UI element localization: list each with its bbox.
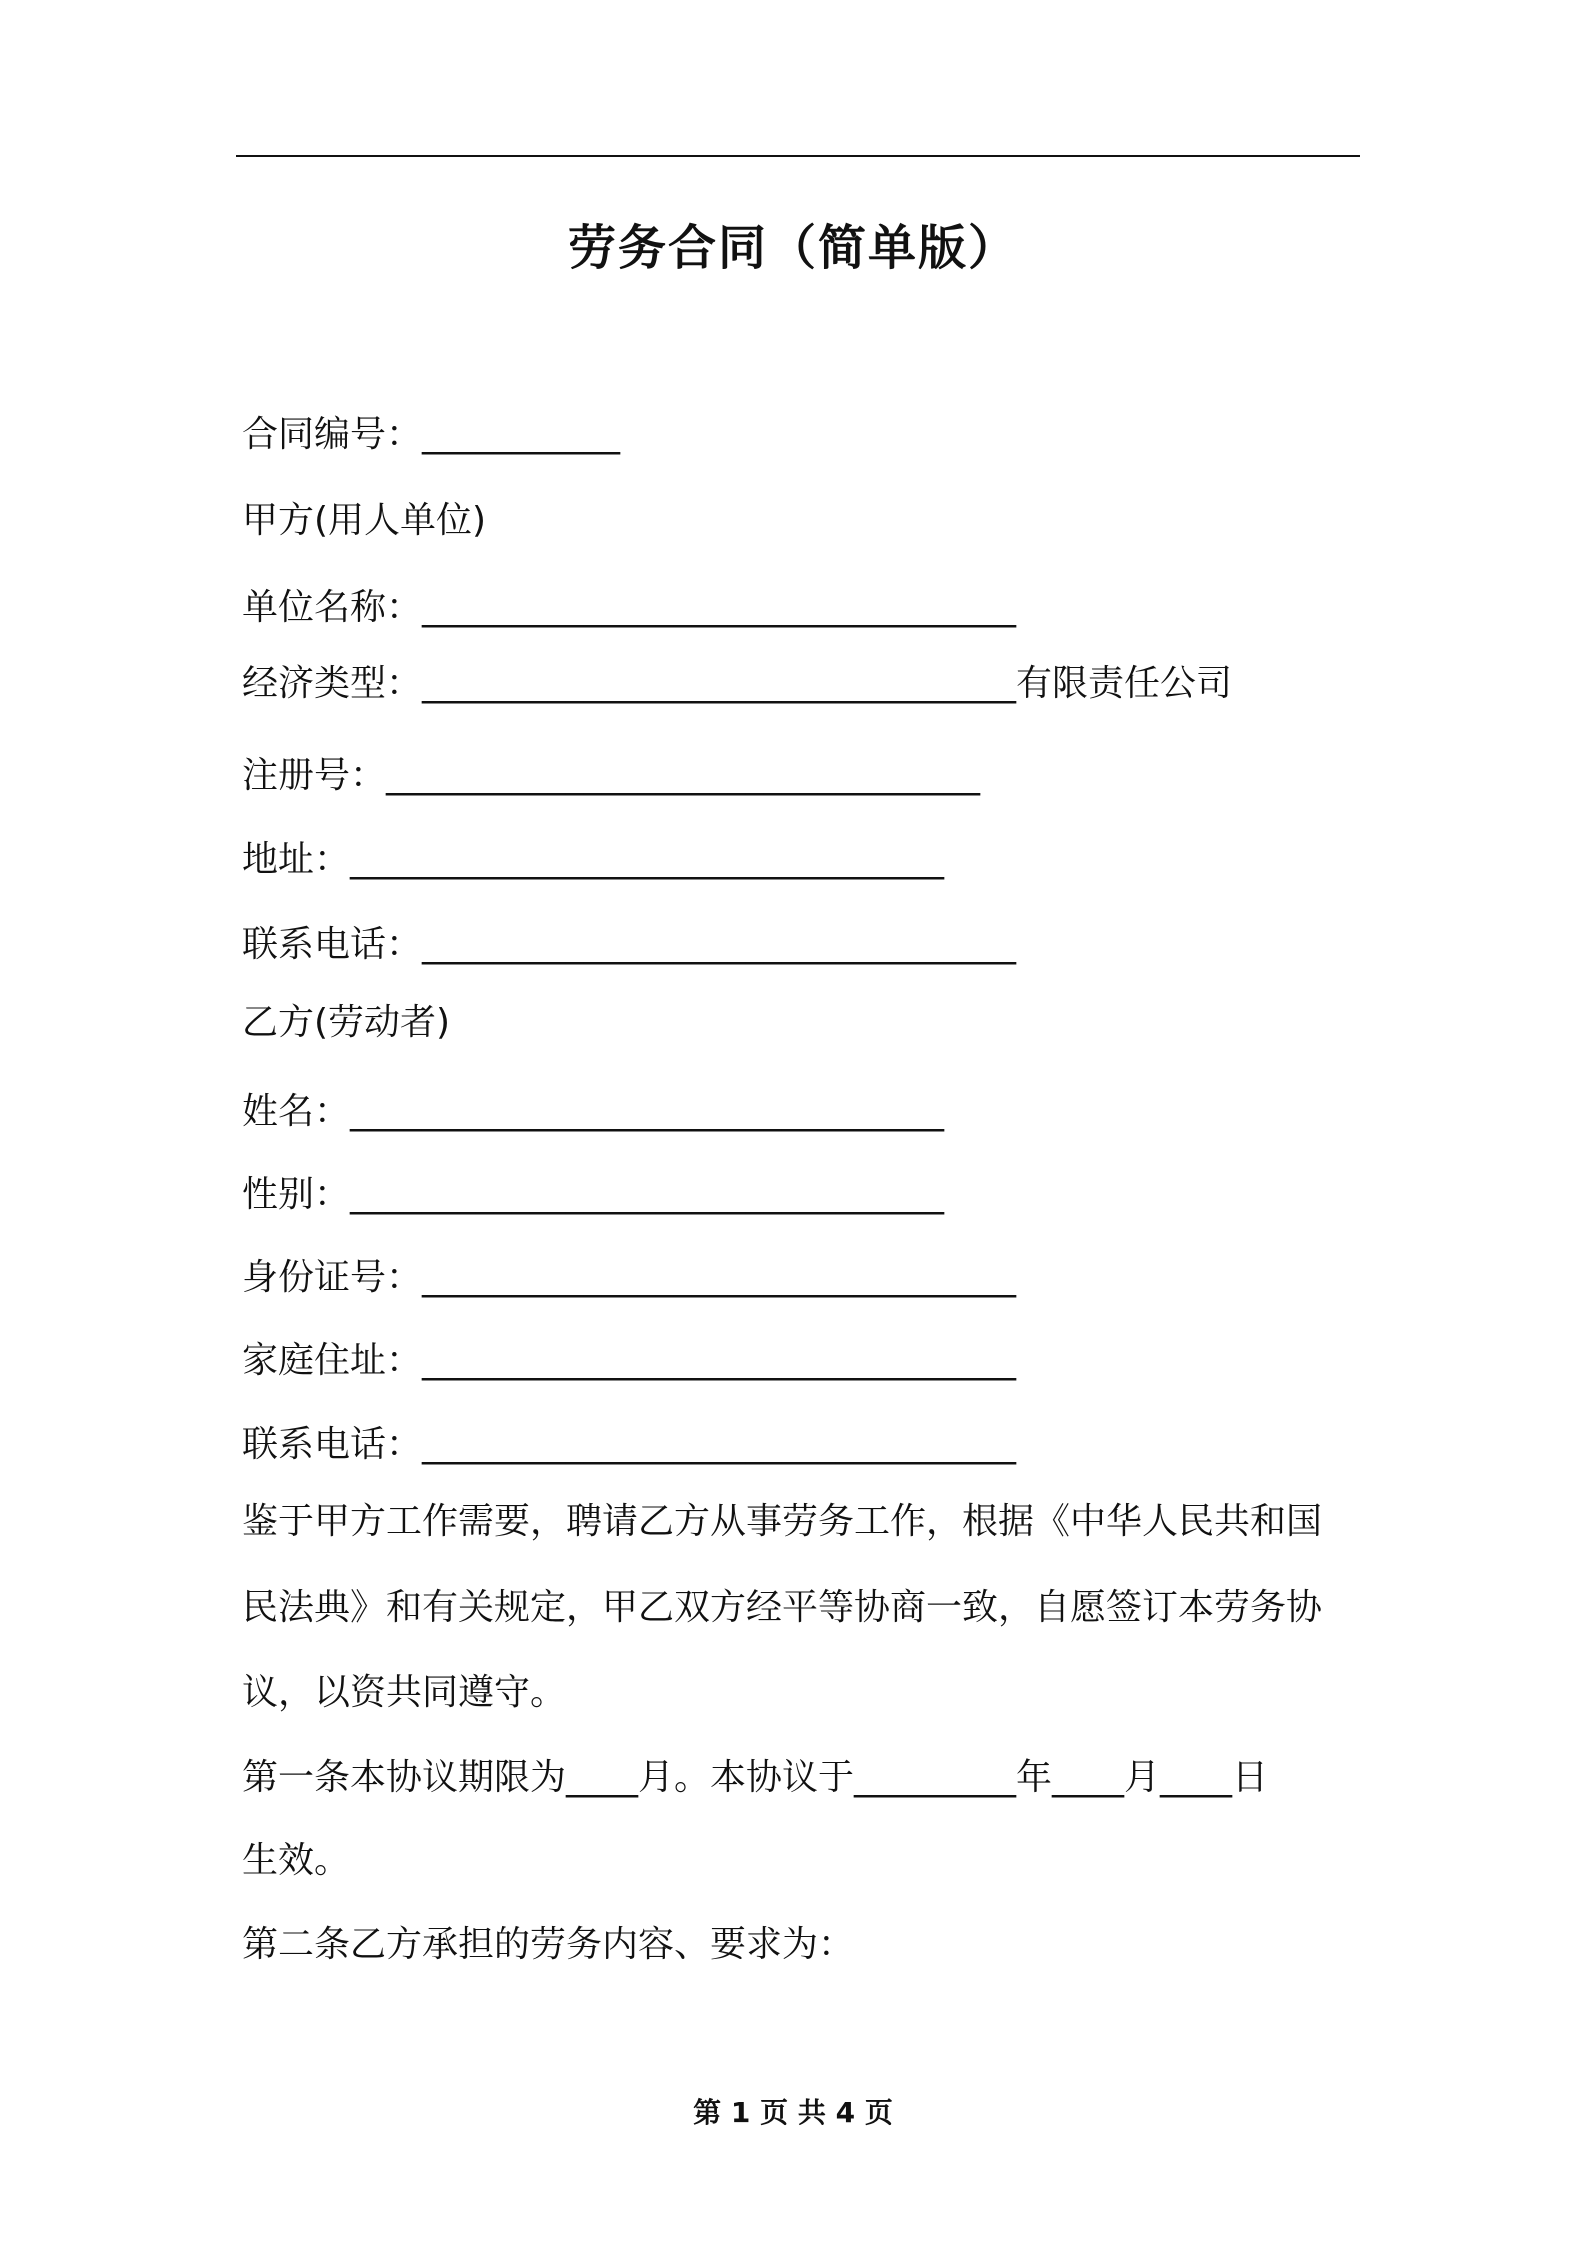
gender-line: 性别：_________________________________ (242, 1174, 945, 1215)
article-1-line-2: 生效。 (242, 1840, 351, 1881)
preamble-line-2: 民法典》和有关规定，甲乙双方经平等协商一致，自愿签订本劳务协 (242, 1587, 1323, 1628)
party-a-heading: 甲方(用人单位) (242, 500, 487, 541)
header-divider (236, 155, 1360, 157)
preamble-line-3: 议，以资共同遵守。 (242, 1672, 567, 1713)
contract-number-line: 合同编号：___________ (242, 414, 621, 455)
home-address-line: 家庭住址：_________________________________ (242, 1340, 1017, 1381)
registration-number-line: 注册号：_________________________________ (242, 755, 981, 796)
preamble-line-1: 鉴于甲方工作需要，聘请乙方从事劳务工作，根据《中华人民共和国 (242, 1501, 1323, 1542)
economic-type-line: 经济类型：_________________________________有限责任公司 (242, 663, 1233, 704)
party-b-phone-line: 联系电话：_________________________________ (242, 1424, 1017, 1465)
party-b-heading: 乙方(劳动者) (242, 1002, 451, 1043)
unit-name-line: 单位名称：_________________________________ (242, 587, 1017, 628)
article-2-line: 第二条乙方承担的劳务内容、要求为： (242, 1924, 855, 1965)
id-number-line: 身份证号：_________________________________ (242, 1257, 1017, 1298)
article-1-line-1: 第一条本协议期限为____月。本协议于_________年____月____日 (242, 1757, 1269, 1798)
party-a-phone-line: 联系电话：_________________________________ (242, 924, 1017, 965)
page-number: 第 1 页 共 4 页 (693, 2096, 893, 2129)
party-a-address-line: 地址：_________________________________ (242, 839, 945, 880)
document-title: 劳务合同（简单版） (567, 220, 1018, 276)
name-line: 姓名：_________________________________ (242, 1091, 945, 1132)
